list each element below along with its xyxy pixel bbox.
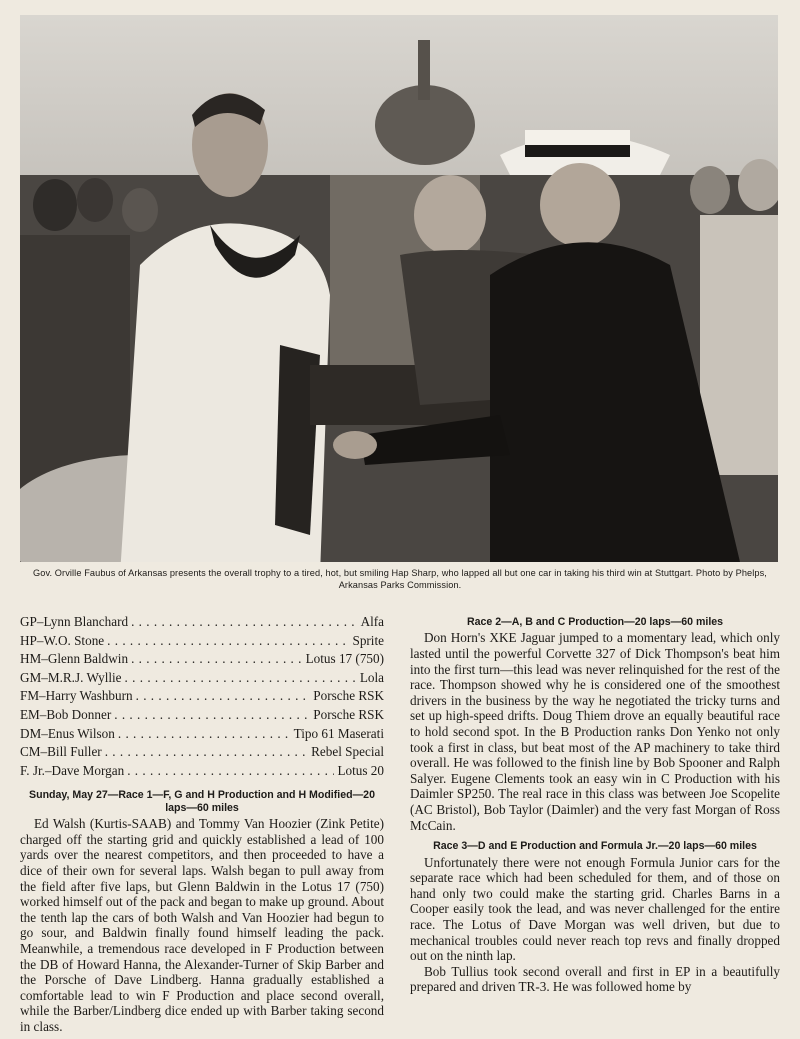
dot-leader [127,763,334,779]
class-driver: HP–W.O. Stone [20,632,105,648]
left-column [20,614,384,1034]
class-car: Lola [359,669,384,685]
class-car: Porsche RSK [313,688,384,704]
dot-leader [107,633,349,649]
trophy-presentation-photo [20,15,778,562]
class-driver: DM–Enus Wilson [20,725,115,741]
class-driver: F. Jr.–Dave Morgan [20,762,125,778]
class-car: Lotus 17 (750) [305,651,384,667]
class-result-row [20,651,384,670]
class-result-row [20,633,384,652]
class-car: Porsche RSK [313,706,384,722]
dot-leader [131,614,358,630]
class-car: Alfa [360,614,384,629]
race2-heading: Race 2—A, B and C Production—20 laps—60 miles [466,616,724,628]
class-driver: CM–Bill Fuller [20,744,102,760]
class-driver: HM–Glenn Baldwin [20,651,129,667]
dot-leader [136,688,311,704]
dot-leader [118,726,291,742]
right-column [410,614,780,995]
class-car: Lotus 20 [337,762,384,778]
class-car: Tipo 61 Maserati [293,725,384,741]
race1-heading: Sunday, May 27—Race 1—F, G and H Production and H Modified—20 laps—60 miles [29,789,375,814]
dot-leader [125,670,357,686]
class-result-row [20,763,384,782]
class-driver: FM–Harry Washburn [20,688,133,704]
class-result-row [20,614,384,633]
class-result-row [20,688,384,707]
class-result-row [20,726,384,745]
race3-heading: Race 3—D and E Production and Formula Jr.—20 laps—60 miles [433,840,757,853]
dot-leader [114,707,310,723]
class-driver: GP–Lynn Blanchard [20,614,129,629]
photo-caption: Gov. Orville Faubus of Arkansas presents the overall trophy to a tired, hot, but smiling Hap Sharp, who lapped all but one car in taking his third win at Stuttgart. Photo by Phelps, Arkansas Parks Commission. [33,568,767,590]
dot-leader [131,651,303,667]
class-results-list [20,614,384,781]
class-result-row [20,707,384,726]
photo-illustration [20,15,778,562]
race3-body-continued: Bob Tullius took second overall and first in EP in a beautifully prepared and driven TR-3. He was followed home by [410,963,780,995]
class-car: Rebel Special [311,744,384,760]
dot-leader [105,744,308,760]
race2-body: Don Horn's XKE Jaguar jumped to a momentary lead, which only lasted until the powerful Corvette 327 of Dick Thompson's beat him into the first turn—this lead was never relinquished for the rest of the race. Thompson showed why he is considered one of the smoothest drivers in the business by the way he negotiated the tricky turns and set up high-speed drifts. Doug Thiem drove an equally beautiful race to hold second spot. In the B Production ranks Don Yenko not only took a first in class, but beat most of the AP machinery to take third overall. He was followed to the finish line by Bob Spooner and Ralph Salyer. Eugene Clements took an easy win in C Production with his Daimler SP250. The real race in this class was between Joe Scopelite (AC Bristol), Bob Taylor (Daimler) and the very fast Morgan of Ross McCain. [410,630,780,833]
class-result-row [20,670,384,689]
race1-body: Ed Walsh (Kurtis-SAAB) and Tommy Van Hoozier (Zink Petite) charged off the starting grid and quickly established a lead of 100 yards over the nearest competitors, and then proceeded to have a dice of their own for several laps. Walsh began to pull away from the field after five laps, but Glenn Baldwin in the Lotus 17 (750) worked himself out of the pack and began to make up ground. About the tenth lap the cars of both Walsh and Van Hoozier had begun to go sour, and Baldwin finally found himself leading the pack. Meanwhile, a tremendous race developed in F Production between the DB of Howard Hanna, the Alexander-Turner of Skip Barber and the Porsche of Dave Lindberg. Hanna gradually established a comfortable lead to win F Production and place second overall, while the Barber/Lindberg dice ended up with Barber taking second in class. [20,816,384,1034]
race3-body: Unfortunately there were not enough Formula Junior cars for the separate race which had been scheduled for them, and of those on hand only two could make the starting grid. Charles Barns in a Cooper easily took the lead, and was never challenged for the entire race. The Lotus of Dave Morgan was well driven, but due to mechanical troubles could never reach top revs and finally dropped out on the ninth lap. [410,854,780,964]
class-driver: GM–M.R.J. Wyllie [20,669,122,685]
class-car: Sprite [352,632,384,648]
class-driver: EM–Bob Donner [20,706,112,722]
class-result-row [20,744,384,763]
